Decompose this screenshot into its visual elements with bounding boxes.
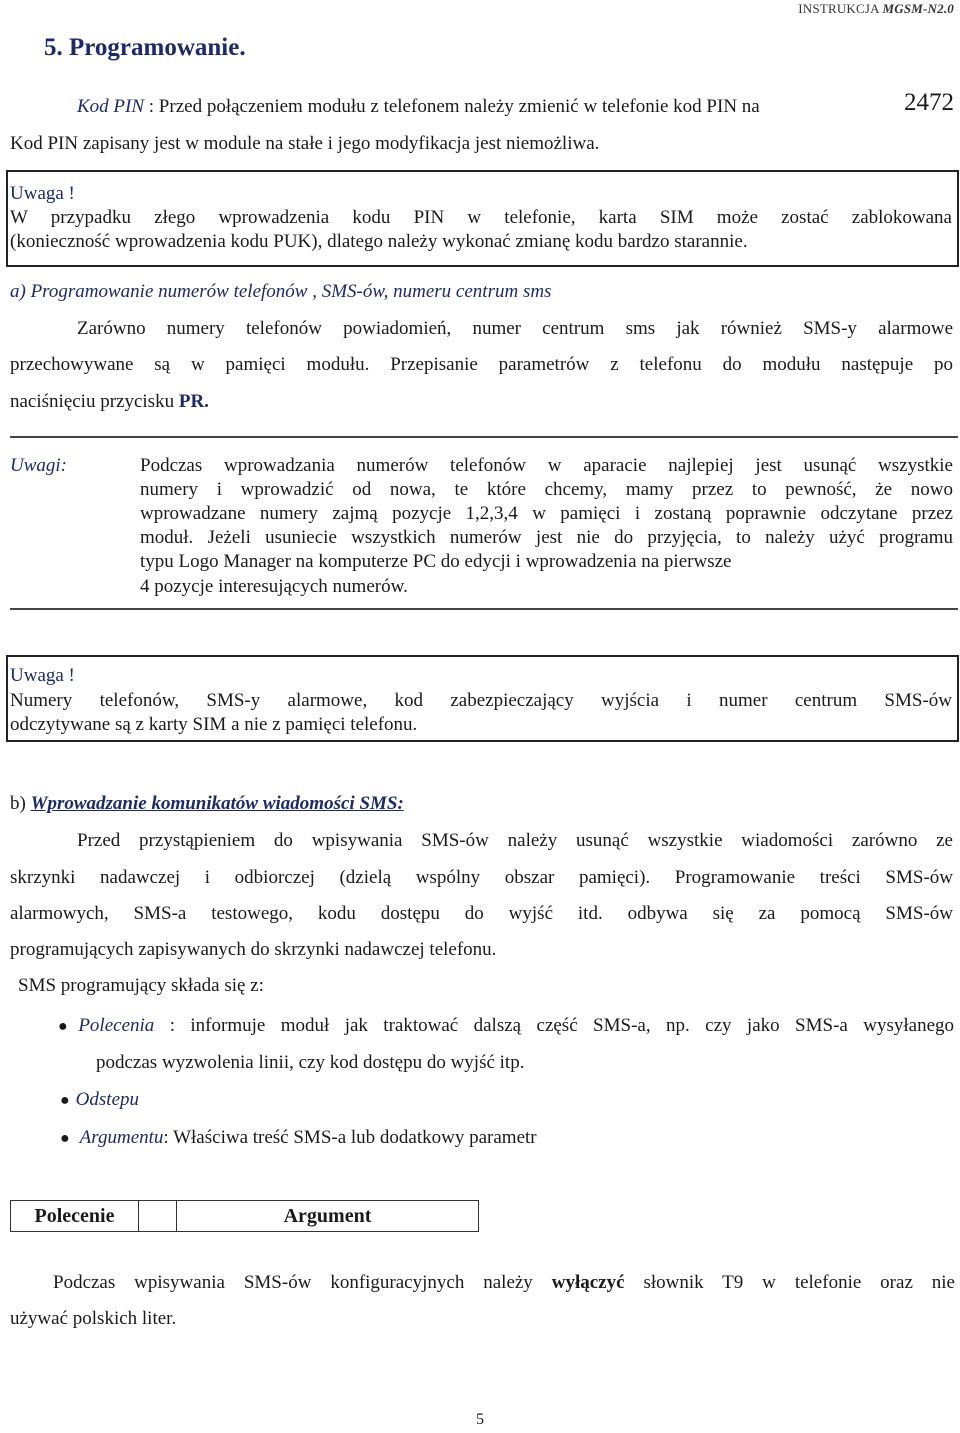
header-label: INSTRUKCJA	[798, 1, 880, 16]
warning-2-line-1: Numery telefonów, SMS-y alarmowe, kod zabezpieczający wyjścia i numer centrum SMS-ów	[10, 690, 952, 711]
sms-composition: SMS programujący składa się z:	[18, 975, 264, 996]
notes-line-3: wprowadzane numery zajmą pozycje 1,2,3,4 w pamięci i zostaną poprawnie odczytane przez	[140, 503, 953, 524]
pin-line	[77, 95, 760, 119]
warning-title: Uwaga !	[10, 183, 75, 204]
warning-2-title: Uwaga !	[10, 665, 75, 686]
bullet-argument	[60, 1126, 537, 1151]
table-cell-command: Polecenie	[11, 1201, 139, 1231]
bullet-dot-icon: ●	[60, 1130, 70, 1147]
warning-line-1: W przypadku złego wprowadzenia kodu PIN w telefonie, karta SIM może zostać zablokowana	[10, 207, 952, 228]
warning-line-2: (konieczność wprowadzenia kodu PUK), dlatego należy wykonać zmianę kodu bardzo starannie.	[10, 231, 748, 252]
bullet-command-text: : informuje moduł jak traktować dalszą część SMS-a, np. czy jako SMS-a wysyłanego	[154, 1015, 954, 1036]
final-line-1	[53, 1271, 955, 1295]
final-after: słownik T9 w telefonie oraz nie	[643, 1272, 955, 1293]
section-a-para-2: przechowywane są w pamięci modułu. Przepisanie parametrów z telefonu do modułu następuje po	[10, 354, 953, 375]
notes-bottom-rule	[10, 608, 958, 610]
pin-text: : Przed połączeniem modułu z telefonem należy zmienić w telefonie kod PIN na	[148, 96, 760, 117]
final-bold: wyłączyć	[551, 1272, 625, 1293]
section-b-prefix: b)	[10, 793, 26, 814]
table-cell-space	[139, 1201, 177, 1231]
notes-line-6: 4 pozycje interesujących numerów.	[140, 576, 408, 597]
section-b-title: Wprowadzanie komunikatów wiadomości SMS:	[30, 793, 404, 814]
table-cell-argument: Argument	[283, 1204, 372, 1227]
bullet-command	[58, 1014, 954, 1039]
notes-line-4: moduł. Jeżeli usuniecie wszystkich numerów jest nie do przyjęcia, to należy użyć programu	[140, 527, 953, 548]
bullet-argument-term: Argumentu	[79, 1127, 164, 1148]
notes-top-rule	[10, 436, 958, 438]
section-b-line-3: alarmowych, SMS-a testowego, kodu dostępu do wyjść itd. odbywa się za pomocą SMS-ów	[10, 903, 953, 924]
final-line-2: używać polskich liter.	[10, 1308, 177, 1329]
pr-button-label: PR.	[178, 391, 209, 412]
section-a-para-3-text: naciśnięciu przycisku	[10, 391, 175, 412]
bullet-command-cont: podczas wyzwolenia linii, czy kod dostępu do wyjść itp.	[96, 1052, 525, 1073]
section-a-heading: a) Programowanie numerów telefonów , SMS-ów, numeru centrum sms	[10, 281, 552, 302]
warning-2-line-2: odczytywane są z karty SIM a nie z pamięci telefonu.	[10, 714, 418, 735]
pin-code: 2472	[904, 89, 954, 116]
page-number: 5	[476, 1411, 484, 1428]
section-b-line-2: skrzynki nadawczej i odbiorczej (dzielą wspólny obszar pamięci). Programowanie treści SMS-ów	[10, 867, 953, 888]
notes-label: Uwagi:	[10, 455, 67, 476]
bullet-space	[60, 1088, 139, 1113]
section-b-heading	[10, 792, 404, 816]
bullet-dot-icon: ●	[60, 1092, 70, 1109]
bullet-argument-text: : Właściwa treść SMS-a lub dodatkowy parametr	[163, 1127, 537, 1148]
notes-line-1: Podczas wprowadzania numerów telefonów w aparacie najlepiej jest usunąć wszystkie	[140, 455, 953, 476]
notes-line-2: numery i wprowadzić od nowa, te które chcemy, mamy przez to pewność, że nowo	[140, 479, 953, 500]
section-b-line-1: Przed przystąpieniem do wpisywania SMS-ów należy usunąć wszystkie wiadomości zarówno ze	[77, 830, 953, 851]
pin-line-2: Kod PIN zapisany jest w module na stałe i jego modyfikacja jest niemożliwa.	[10, 133, 600, 154]
bullet-command-term: Polecenia	[78, 1015, 155, 1036]
sms-structure-table	[10, 1200, 479, 1232]
notes-line-5: typu Logo Manager na komputerze PC do edycji i wprowadzenia na pierwsze	[140, 551, 732, 572]
final-before: Podczas wpisywania SMS-ów konfiguracyjnych należy	[53, 1272, 533, 1293]
section-a-para-3	[10, 390, 209, 414]
running-header	[798, 1, 954, 17]
section-title: 5. Programowanie.	[44, 34, 246, 61]
bullet-space-term: Odstepu	[75, 1089, 139, 1110]
header-model: MGSM-N2.0	[882, 1, 954, 16]
section-a-para-1: Zarówno numery telefonów powiadomień, numer centrum sms jak również SMS-y alarmowe	[77, 318, 953, 339]
bullet-dot-icon: ●	[58, 1018, 79, 1035]
pin-label: Kod PIN	[77, 96, 145, 117]
section-b-line-4: programujących zapisywanych do skrzynki nadawczej telefonu.	[10, 939, 497, 960]
